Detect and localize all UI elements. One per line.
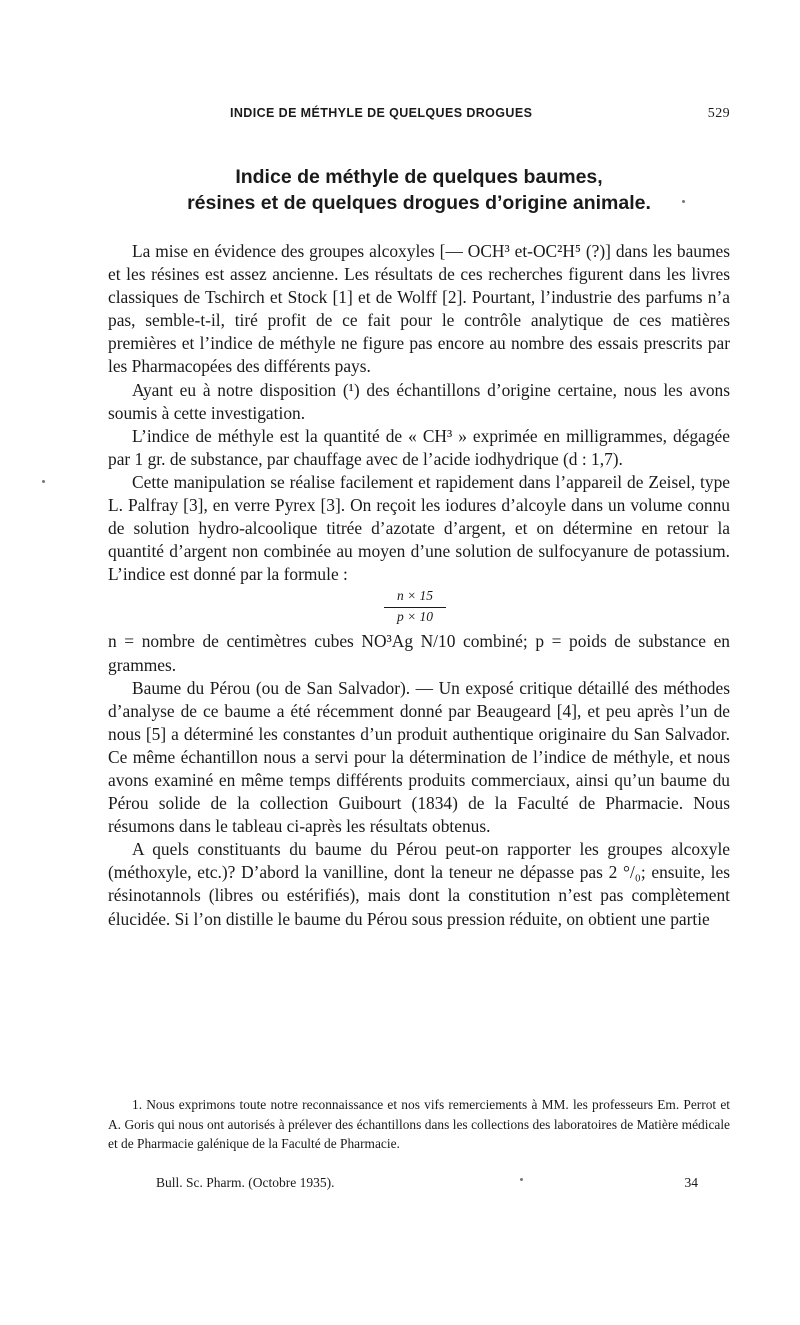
title-line-2: résines et de quelques drogues d’origine animale.	[187, 192, 651, 214]
print-speck	[42, 480, 45, 483]
paragraph-intro: La mise en évidence des groupes alcoxyles [— OCH³ et-OC²H⁵ (?)] dans les baumes et les résines est assez ancienne. Les résultats de ces recherches figurent dans les livres classiques de Tschirch et Stock [1] et de Wolff [2]. Pourtant, l’industrie des parfums n’a pas, semble-t-il, tiré profit de ce fait pour le contrôle analytique de ces matières premières et l’indice de méthyle ne figure pas encore au nombre des essais prescrits par les Pharmacopées des différents pays.	[108, 241, 730, 377]
footnote-1: 1. Nous exprimons toute notre reconnaissance et nos vifs remerciements à MM. les professeurs Em. Perrot et A. Goris qui nous ont autorisés à prélever des échantillons dans les collections des laboratoires de Matière médicale et de Pharmacie galénique de la Faculté de Pharmacie.	[108, 1097, 730, 1152]
formula	[108, 586, 730, 630]
page-number: 529	[707, 106, 730, 121]
page-footer	[108, 1175, 730, 1195]
paragraph-variables: n = nombre de centimètres cubes NO³Ag N/10 combiné; p = poids de substance en grammes.	[108, 631, 730, 675]
paragraph-samples: Ayant eu à notre disposition (¹) des échantillons d’origine certaine, nous les avons soumis à cette investigation.	[108, 379, 730, 423]
running-title: INDICE DE MÉTHYLE DE QUELQUES DROGUES	[230, 106, 533, 120]
formula-numerator: n × 15	[396, 588, 434, 604]
article-title	[108, 164, 730, 216]
journal-reference: Bull. Sc. Pharm. (Octobre 1935).	[156, 1175, 335, 1190]
running-head	[108, 106, 730, 126]
paragraph-baume-perou: Baume du Pérou (ou de San Salvador). — Un exposé critique détaillé des méthodes d’analyse de ce baume a été récemment donné par Beaugeard [4], et peu après l’un de nous [5] a déterminé les constantes d’un produit authentique originaire du San Salvador. Ce même échantillon nous a servi pour la détermination de l’indice de méthyle, et nous avons examiné en même temps différents produits commerciaux, ainsi qu’un baume du Pérou solide de la collection Guibourt (1834) de la Faculté de Pharmacie. Nous résumons dans le tableau ci-après les résultats obtenus.	[108, 677, 730, 837]
formula-denominator: p × 10	[396, 609, 434, 625]
paragraph-constituants: A quels constituants du baume du Pérou peut-on rapporter les groupes alcoxyle (méthoxyle, etc.)? D’abord la vanilline, dont la teneur ne dépasse pas 2 °/₀; ensuite, les résinotannols (libres ou estérifiés), mais dont la constitution n’est pas complètement élucidée. Si l’on distille le baume du Pérou sous pression réduite, on obtient une partie	[108, 839, 730, 929]
print-speck	[520, 1178, 523, 1181]
print-speck	[682, 200, 685, 203]
title-line-1: Indice de méthyle de quelques baumes,	[235, 166, 603, 188]
article-body	[108, 240, 730, 931]
signature-number: 34	[684, 1175, 698, 1190]
paragraph-definition: L’indice de méthyle est la quantité de « CH³ » exprimée en milligrammes, dégagée par 1 gr. de substance, par chauffage avec de l’acide iodhydrique (d : 1,7).	[108, 425, 730, 469]
footnotes	[108, 1095, 730, 1154]
paragraph-method: Cette manipulation se réalise facilement et rapidement dans l’appareil de Zeisel, type L. Palfray [3], en verre Pyrex [3]. On reçoit les iodures d’alcoyle dans un volume connu de solution hydro-alcoolique titrée d’azotate d’argent, et on détermine en retour la quantité d’argent non combinée au moyen d’une solution de sulfocyanure de potassium. L’indice est donné par la formule :	[108, 471, 730, 585]
fraction-bar	[384, 607, 446, 608]
